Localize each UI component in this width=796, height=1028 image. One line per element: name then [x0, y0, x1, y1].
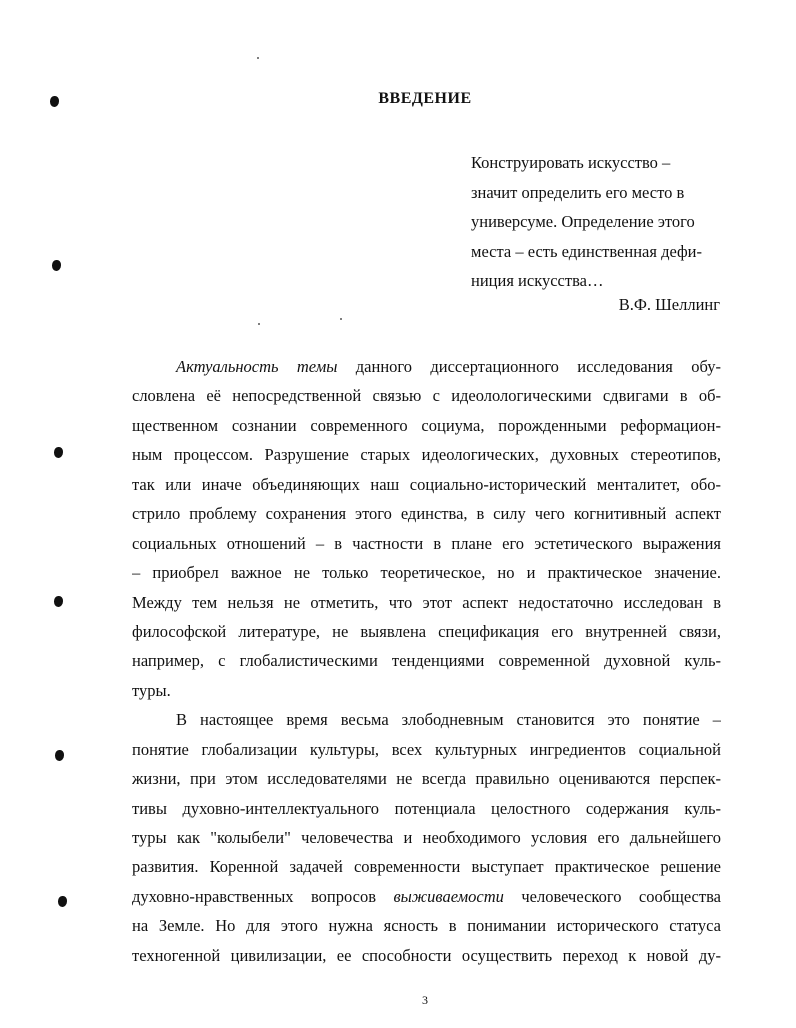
paragraph-line: жизни, при этом исследователями не всегда правильно оцениваются перспек- [132, 769, 721, 789]
italic-term: выживаемости [393, 886, 504, 906]
paragraph-line: – приобрел важное не только теоретическое, но и практическое значение. [132, 563, 721, 583]
epigraph-line: места – есть единственная дефи- [471, 241, 702, 261]
paragraph-line: техногенной цивилизации, ее способности осуществить переход к новой ду- [132, 945, 721, 965]
binder-hole-mark [52, 260, 61, 271]
paragraph-line: на Земле. Но для этого нужна ясность в понимании исторического статуса [132, 916, 721, 936]
page-title: ВВЕДЕНИЕ [378, 90, 472, 107]
paragraph-line: так или иначе объединяющих наш социально-исторический менталитет, обо- [132, 474, 721, 494]
paragraph-line: понятие глобализации культуры, всех культурных ингредиентов социальной [132, 739, 721, 759]
paragraph-line [132, 352, 721, 381]
paragraph-line: социальных отношений – в частности в плане его эстетического выражения [132, 533, 721, 553]
scan-speck [340, 318, 342, 320]
text-run: человеческого сообщества [503, 886, 721, 906]
body-text [132, 352, 721, 970]
scan-speck [258, 323, 260, 325]
paragraph-line: туры. [132, 680, 171, 700]
paragraph-line: стрило проблему сохранения этого единства, в силу чего когнитивный аспект [132, 504, 721, 524]
paragraph-line: В настоящее время весьма злободневным становится это понятие – [176, 710, 721, 730]
paragraph-line: словлена её непосредственной связью с идеолологическими сдвигами в об- [132, 386, 721, 406]
epigraph-author: В.Ф. Шеллинг [618, 295, 720, 314]
paragraph-line: тивы духовно-интеллектуального потенциала целостного содержания куль- [132, 798, 721, 818]
page-number: 3 [422, 993, 428, 1007]
paragraph-line: философской литературе, не выявлена спецификация его внутренней связи, [132, 621, 721, 641]
paragraph-line: Между тем нельзя не отметить, что этот аспект недостаточно исследован в [132, 592, 721, 612]
epigraph-line: ниция искусства… [471, 271, 604, 290]
binder-hole-mark [58, 896, 67, 907]
paragraph-line: ным процессом. Разрушение старых идеологических, духовных стереотипов, [132, 445, 721, 465]
binder-hole-mark [54, 596, 63, 607]
epigraph [471, 148, 723, 296]
epigraph-line: значит определить его место в [471, 182, 685, 202]
binder-hole-mark [55, 750, 64, 761]
epigraph-line: универсуме. Определение этого [471, 212, 695, 231]
paragraph-line: туры как "колыбели" человечества и необходимого условия его дальнейшего [132, 828, 721, 847]
paragraph-line: щественном сознании современного социума, порожденными реформацион- [132, 415, 721, 435]
paragraph-line [132, 882, 721, 911]
scan-speck [257, 57, 259, 59]
text-run: духовно-нравственных вопросов [132, 886, 394, 906]
text-run: данного диссертационного исследования обу- [337, 357, 721, 376]
binder-hole-mark [54, 447, 63, 458]
italic-term: Актуальность темы [176, 357, 338, 376]
paragraph-line: развития. Коренной задачей современности выступает практическое решение [132, 857, 721, 877]
epigraph-line: Конструировать искусство – [471, 153, 671, 172]
paragraph-line: например, с глобалистическими тенденциями современной духовной куль- [132, 651, 721, 671]
